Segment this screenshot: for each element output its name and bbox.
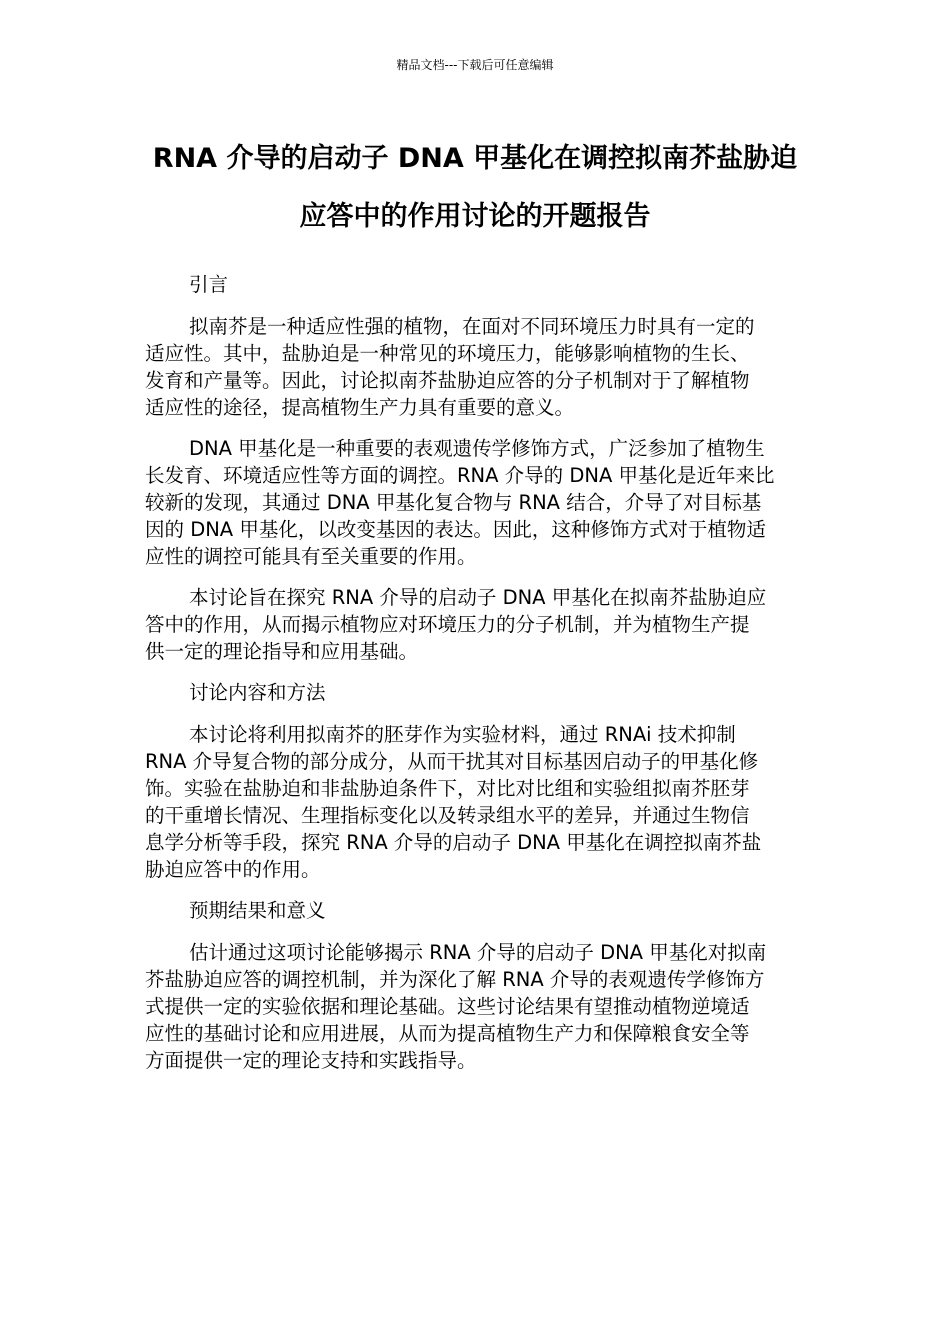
paragraph-line: 适应性。其中，盐胁迫是一种常见的环境压力，能够影响植物的生长、 [145,342,750,365]
paragraph-line: RNA 介导复合物的部分成分，从而干扰其对目标基因启动子的甲基化修 [145,750,759,773]
paragraph-line: 本讨论旨在探究 RNA 介导的启动子 DNA 甲基化在拟南芥盐胁迫应 [189,586,767,609]
paragraph-line: DNA 甲基化是一种重要的表观遗传学修饰方式，广泛参加了植物生 [189,437,765,460]
paragraph-line: 适应性的途径，提高植物生产力具有重要的意义。 [145,396,575,419]
section-heading-methods: 讨论内容和方法 [189,681,326,704]
paragraph-line: 方面提供一定的理论支持和实践指导。 [145,1049,477,1072]
paragraph-line: 胁迫应答中的作用。 [145,858,321,881]
section-heading-results: 预期结果和意义 [189,899,326,922]
paragraph-line: 长发育、环境适应性等方面的调控。RNA 介导的 DNA 甲基化是近年来比 [145,464,775,487]
paragraph-line: 应性的基础讨论和应用进展，从而为提高植物生产力和保障粮食安全等 [145,1022,750,1045]
paragraph-1 [145,313,805,421]
paragraph-line: 答中的作用，从而揭示植物应对环境压力的分子机制，并为植物生产提 [145,613,750,636]
paragraph-line: 息学分析等手段，探究 RNA 介导的启动子 DNA 甲基化在调控拟南芥盐 [145,831,762,854]
paragraph-line: 应性的调控可能具有至关重要的作用。 [145,545,477,568]
paragraph-line: 较新的发现，其通过 DNA 甲基化复合物与 RNA 结合，介导了对目标基 [145,491,762,514]
page-header: 精品文档---下载后可任意编辑 [396,58,554,72]
paragraph-line: 发育和产量等。因此，讨论拟南芥盐胁迫应答的分子机制对于了解植物 [145,369,750,392]
paragraph-line: 式提供一定的实验依据和理论基础。这些讨论结果有望推动植物逆境适 [145,995,750,1018]
paragraph-line: 估计通过这项讨论能够揭示 RNA 介导的启动子 DNA 甲基化对拟南 [189,941,767,964]
paragraph-line: 拟南芥是一种适应性强的植物，在面对不同环境压力时具有一定的 [189,315,755,338]
paragraph-2 [145,435,805,570]
paragraph-5 [145,939,805,1074]
paragraph-line: 芥盐胁迫应答的调控机制，并为深化了解 RNA 介导的表观遗传学修饰方 [145,968,765,991]
title-line-1: RNA 介导的启动子 DNA 甲基化在调控拟南芥盐胁迫 [152,143,798,174]
paragraph-line: 饰。实验在盐胁迫和非盐胁迫条件下，对比对比组和实验组拟南芥胚芽 [145,777,750,800]
paragraph-line: 因的 DNA 甲基化，以改变基因的表达。因此，这种修饰方式对于植物适 [145,518,766,541]
section-heading-intro: 引言 [189,273,229,296]
document-title [100,130,850,246]
paragraph-line: 供一定的理论指导和应用基础。 [145,640,419,663]
paragraph-line: 本讨论将利用拟南芥的胚芽作为实验材料，通过 RNAi 技术抑制 [189,723,736,746]
paragraph-4 [145,721,805,883]
document-body [145,271,805,1088]
paragraph-3 [145,584,805,665]
paragraph-line: 的干重增长情况、生理指标变化以及转录组水平的差异，并通过生物信 [145,804,750,827]
title-line-2: 应答中的作用讨论的开题报告 [299,201,651,232]
